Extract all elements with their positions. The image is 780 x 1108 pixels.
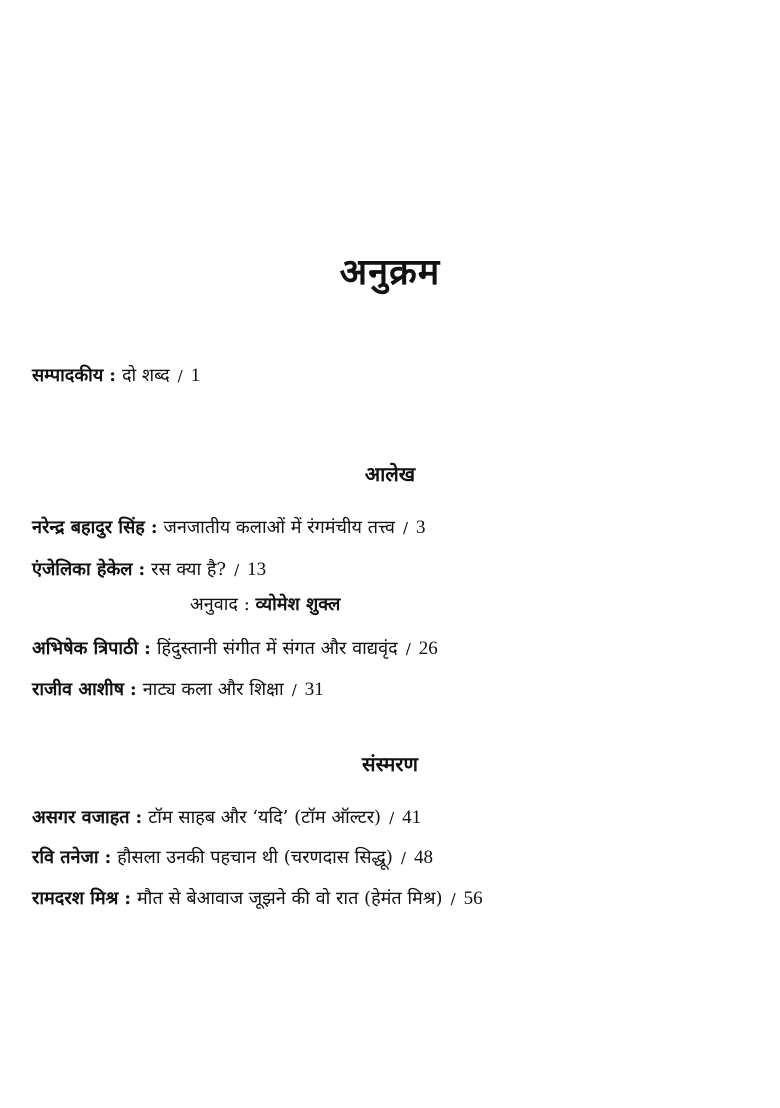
entry-page-number: 13 — [247, 559, 267, 580]
entry-title: जनजातीय कलाओं में रंगमंचीय तत्त्व — [163, 517, 395, 538]
section-heading-articles: आलेख — [364, 462, 416, 486]
entry-slash: / — [405, 640, 411, 658]
entry-author: नरेन्द्र बहादुर सिंह — [32, 517, 145, 538]
entry-separator: : — [124, 888, 132, 909]
entry-title: हिंदुस्तानी संगीत में संगत और वाद्यवृंद — [156, 638, 398, 659]
entry-page-number: 26 — [418, 638, 438, 659]
toc-entry[interactable] — [32, 887, 483, 911]
entry-author: असगर वजाहत — [32, 807, 130, 828]
translation-separator: : — [243, 594, 250, 615]
toc-entry[interactable] — [32, 637, 438, 661]
entry-page-number: 1 — [190, 365, 201, 386]
entry-author: सम्पादकीय — [32, 365, 104, 386]
entry-title: दो शब्द — [121, 365, 170, 386]
entry-author: रवि तनेजा — [32, 847, 99, 868]
entry-title: नाट्य कला और शिक्षा — [142, 679, 284, 700]
entry-slash: / — [400, 849, 406, 867]
entry-title: मौत से बेआवाज जूझने की वो रात (हेमंत मिश्र) — [137, 888, 443, 909]
translation-credit — [190, 593, 340, 617]
entry-page-number: 41 — [402, 807, 422, 828]
entry-page-number: 31 — [304, 679, 324, 700]
entry-title: हौसला उनकी पहचान थी (चरणदास सिद्धू) — [117, 847, 393, 868]
entry-title: रस क्या है? — [151, 559, 227, 580]
toc-entry[interactable] — [32, 806, 421, 830]
toc-entry-editorial[interactable] — [32, 364, 200, 388]
translation-label: अनुवाद — [190, 594, 238, 615]
entry-slash: / — [402, 519, 409, 537]
entry-slash: / — [450, 890, 456, 908]
entry-separator: : — [144, 638, 151, 659]
entry-separator: : — [135, 807, 143, 828]
entry-separator: : — [150, 517, 158, 538]
entry-title: टॉम साहब और ‘यदि’ (टॉम ऑल्टर) — [148, 807, 382, 828]
entry-separator: : — [138, 559, 146, 580]
entry-page-number: 3 — [416, 517, 426, 538]
translator-name: व्योमेश शुक्ल — [255, 594, 341, 615]
entry-page-number: 56 — [463, 888, 483, 909]
entry-slash: / — [291, 681, 297, 699]
entry-author: अभिषेक त्रिपाठी — [32, 638, 139, 659]
toc-entry[interactable] — [32, 516, 426, 540]
toc-entry[interactable] — [32, 558, 266, 582]
entry-separator: : — [104, 847, 112, 868]
entry-slash: / — [234, 561, 240, 579]
entry-author: एंजेलिका हेकेल — [32, 559, 133, 580]
entry-slash: / — [177, 367, 183, 385]
entry-page-number: 48 — [413, 847, 433, 868]
entry-separator: : — [109, 365, 116, 386]
page-title: अनुक्रम — [339, 251, 441, 293]
toc-entry[interactable] — [32, 678, 324, 702]
entry-author: राजीव आशीष — [32, 679, 125, 700]
entry-author: रामदरश मिश्र — [32, 888, 119, 909]
toc-entry[interactable] — [32, 846, 433, 870]
entry-slash: / — [389, 809, 395, 827]
section-heading-memoirs: संस्मरण — [362, 752, 418, 776]
entry-separator: : — [130, 679, 137, 700]
